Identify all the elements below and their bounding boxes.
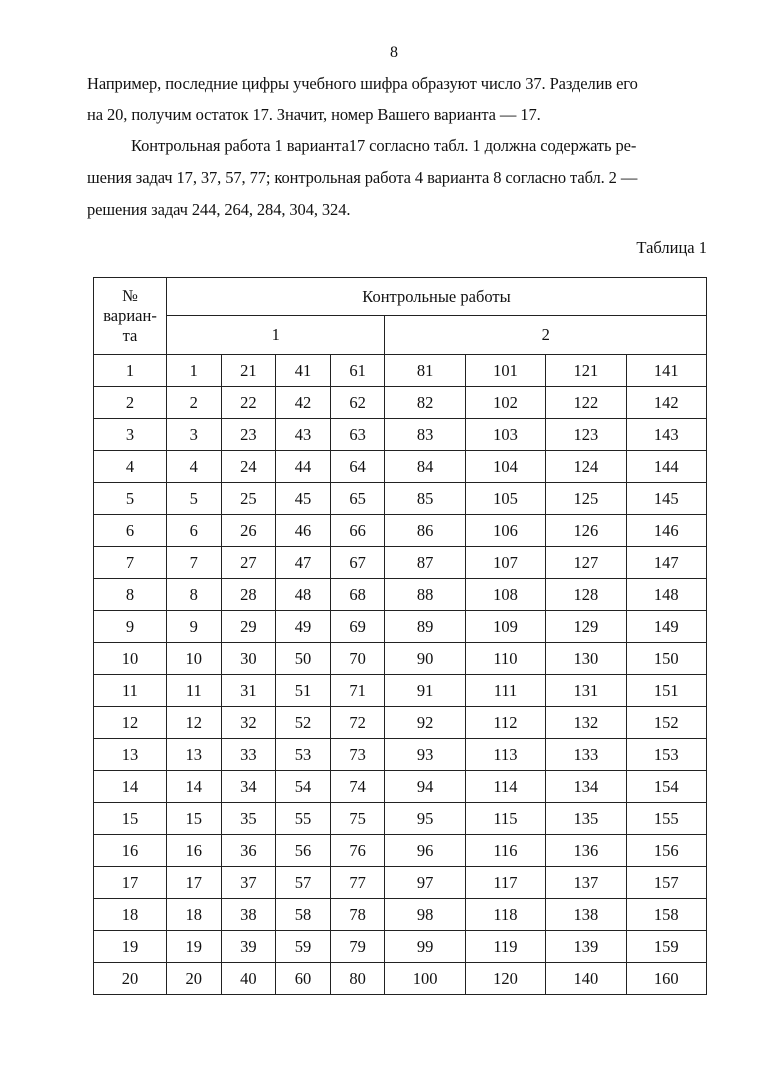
task-number-cell: 53 (276, 739, 331, 771)
task-number-cell: 139 (546, 931, 626, 963)
task-number-cell: 100 (385, 963, 465, 995)
table-row (94, 387, 707, 419)
task-number-cell: 106 (465, 515, 545, 547)
task-number-cell: 42 (276, 387, 331, 419)
paragraph-line: Контрольная работа 1 варианта17 согласно табл. 1 должна содержать ре- (131, 136, 637, 155)
task-number-cell: 7 (167, 547, 222, 579)
task-number-cell: 132 (546, 707, 626, 739)
task-number-cell: 59 (276, 931, 331, 963)
variant-header-line: та (122, 326, 138, 345)
task-number-cell: 2 (167, 387, 222, 419)
table-row (94, 419, 707, 451)
task-number-cell: 36 (221, 835, 276, 867)
variant-header-line: № (122, 286, 138, 305)
task-number-cell: 130 (546, 643, 626, 675)
task-number-cell: 10 (167, 643, 222, 675)
task-number-cell: 145 (626, 483, 706, 515)
task-number-cell: 140 (546, 963, 626, 995)
task-number-cell: 136 (546, 835, 626, 867)
task-number-cell: 45 (276, 483, 331, 515)
task-number-cell: 92 (385, 707, 465, 739)
task-number-cell: 86 (385, 515, 465, 547)
task-number-cell: 142 (626, 387, 706, 419)
task-number-cell: 39 (221, 931, 276, 963)
task-number-cell: 78 (330, 899, 385, 931)
task-number-cell: 159 (626, 931, 706, 963)
task-number-cell: 17 (167, 867, 222, 899)
task-number-cell: 80 (330, 963, 385, 995)
paragraph-line: шения задач 17, 37, 57, 77; контрольная работа 4 варианта 8 согласно табл. 2 — (87, 168, 638, 187)
task-number-cell: 156 (626, 835, 706, 867)
task-number-cell: 72 (330, 707, 385, 739)
task-number-cell: 126 (546, 515, 626, 547)
table-row (94, 579, 707, 611)
task-number-cell: 25 (221, 483, 276, 515)
task-number-cell: 31 (221, 675, 276, 707)
task-number-cell: 109 (465, 611, 545, 643)
task-number-cell: 60 (276, 963, 331, 995)
task-number-cell: 85 (385, 483, 465, 515)
variant-header (94, 278, 167, 355)
task-number-cell: 151 (626, 675, 706, 707)
table-row (94, 611, 707, 643)
task-number-cell: 94 (385, 771, 465, 803)
task-number-cell: 143 (626, 419, 706, 451)
variant-number-cell: 6 (94, 515, 167, 547)
task-number-cell: 81 (385, 355, 465, 387)
task-number-cell: 150 (626, 643, 706, 675)
variant-number-cell: 1 (94, 355, 167, 387)
task-number-cell: 14 (167, 771, 222, 803)
task-number-cell: 41 (276, 355, 331, 387)
task-number-cell: 102 (465, 387, 545, 419)
task-number-cell: 33 (221, 739, 276, 771)
task-number-cell: 70 (330, 643, 385, 675)
subgroup-header: 2 (385, 316, 707, 355)
task-number-cell: 82 (385, 387, 465, 419)
variant-number-cell: 18 (94, 899, 167, 931)
table-header-row (94, 278, 707, 316)
task-number-cell: 91 (385, 675, 465, 707)
task-number-cell: 147 (626, 547, 706, 579)
table-row (94, 451, 707, 483)
task-number-cell: 103 (465, 419, 545, 451)
task-number-cell: 119 (465, 931, 545, 963)
task-number-cell: 122 (546, 387, 626, 419)
task-number-cell: 88 (385, 579, 465, 611)
task-number-cell: 134 (546, 771, 626, 803)
variant-header-line: вариан- (103, 306, 157, 325)
task-number-cell: 44 (276, 451, 331, 483)
task-number-cell: 24 (221, 451, 276, 483)
task-number-cell: 69 (330, 611, 385, 643)
variant-number-cell: 13 (94, 739, 167, 771)
task-number-cell: 75 (330, 803, 385, 835)
task-number-cell: 79 (330, 931, 385, 963)
task-number-cell: 18 (167, 899, 222, 931)
task-number-cell: 40 (221, 963, 276, 995)
variant-number-cell: 15 (94, 803, 167, 835)
table-row (94, 803, 707, 835)
variant-number-cell: 2 (94, 387, 167, 419)
group-header: Контрольные работы (167, 278, 707, 316)
task-number-cell: 118 (465, 899, 545, 931)
task-number-cell: 99 (385, 931, 465, 963)
task-number-cell: 28 (221, 579, 276, 611)
task-number-cell: 160 (626, 963, 706, 995)
variant-number-cell: 12 (94, 707, 167, 739)
task-number-cell: 117 (465, 867, 545, 899)
variants-table (93, 277, 707, 995)
task-number-cell: 111 (465, 675, 545, 707)
task-number-cell: 90 (385, 643, 465, 675)
task-number-cell: 138 (546, 899, 626, 931)
variant-number-cell: 20 (94, 963, 167, 995)
task-number-cell: 4 (167, 451, 222, 483)
table-row (94, 643, 707, 675)
task-number-cell: 127 (546, 547, 626, 579)
task-number-cell: 144 (626, 451, 706, 483)
task-number-cell: 83 (385, 419, 465, 451)
task-number-cell: 120 (465, 963, 545, 995)
task-number-cell: 87 (385, 547, 465, 579)
task-number-cell: 65 (330, 483, 385, 515)
task-number-cell: 68 (330, 579, 385, 611)
task-number-cell: 101 (465, 355, 545, 387)
task-number-cell: 98 (385, 899, 465, 931)
task-number-cell: 155 (626, 803, 706, 835)
table-row (94, 739, 707, 771)
paragraph-line: решения задач 244, 264, 284, 304, 324. (87, 200, 351, 219)
task-number-cell: 8 (167, 579, 222, 611)
task-number-cell: 62 (330, 387, 385, 419)
variant-number-cell: 9 (94, 611, 167, 643)
variant-number-cell: 11 (94, 675, 167, 707)
variant-number-cell: 5 (94, 483, 167, 515)
task-number-cell: 71 (330, 675, 385, 707)
task-number-cell: 16 (167, 835, 222, 867)
variant-number-cell: 14 (94, 771, 167, 803)
task-number-cell: 55 (276, 803, 331, 835)
table-row (94, 355, 707, 387)
task-number-cell: 158 (626, 899, 706, 931)
task-number-cell: 154 (626, 771, 706, 803)
task-number-cell: 58 (276, 899, 331, 931)
task-number-cell: 110 (465, 643, 545, 675)
task-number-cell: 124 (546, 451, 626, 483)
task-number-cell: 128 (546, 579, 626, 611)
task-number-cell: 105 (465, 483, 545, 515)
task-number-cell: 56 (276, 835, 331, 867)
task-number-cell: 97 (385, 867, 465, 899)
task-number-cell: 54 (276, 771, 331, 803)
task-number-cell: 135 (546, 803, 626, 835)
task-number-cell: 76 (330, 835, 385, 867)
task-number-cell: 96 (385, 835, 465, 867)
task-number-cell: 121 (546, 355, 626, 387)
task-number-cell: 29 (221, 611, 276, 643)
task-number-cell: 146 (626, 515, 706, 547)
task-number-cell: 63 (330, 419, 385, 451)
task-number-cell: 137 (546, 867, 626, 899)
task-number-cell: 47 (276, 547, 331, 579)
task-number-cell: 123 (546, 419, 626, 451)
task-number-cell: 43 (276, 419, 331, 451)
table-subheader-row (94, 316, 707, 355)
task-number-cell: 95 (385, 803, 465, 835)
task-number-cell: 77 (330, 867, 385, 899)
task-number-cell: 114 (465, 771, 545, 803)
task-number-cell: 15 (167, 803, 222, 835)
variant-number-cell: 7 (94, 547, 167, 579)
variant-number-cell: 19 (94, 931, 167, 963)
page-number: 8 (390, 44, 398, 61)
task-number-cell: 20 (167, 963, 222, 995)
variant-number-cell: 3 (94, 419, 167, 451)
task-number-cell: 157 (626, 867, 706, 899)
task-number-cell: 66 (330, 515, 385, 547)
table-row (94, 899, 707, 931)
task-number-cell: 6 (167, 515, 222, 547)
task-number-cell: 12 (167, 707, 222, 739)
task-number-cell: 129 (546, 611, 626, 643)
table-row (94, 675, 707, 707)
task-number-cell: 1 (167, 355, 222, 387)
task-number-cell: 125 (546, 483, 626, 515)
variant-number-cell: 4 (94, 451, 167, 483)
task-number-cell: 11 (167, 675, 222, 707)
variant-number-cell: 8 (94, 579, 167, 611)
task-number-cell: 89 (385, 611, 465, 643)
task-number-cell: 19 (167, 931, 222, 963)
table-row (94, 707, 707, 739)
task-number-cell: 34 (221, 771, 276, 803)
task-number-cell: 57 (276, 867, 331, 899)
table-row (94, 483, 707, 515)
task-number-cell: 27 (221, 547, 276, 579)
task-number-cell: 3 (167, 419, 222, 451)
task-number-cell: 153 (626, 739, 706, 771)
task-number-cell: 51 (276, 675, 331, 707)
table-row (94, 835, 707, 867)
task-number-cell: 141 (626, 355, 706, 387)
paragraph-line: Например, последние цифры учебного шифра образуют число 37. Разделив его (87, 74, 638, 93)
paragraph-line: на 20, получим остаток 17. Значит, номер Вашего варианта — 17. (87, 105, 541, 124)
task-number-cell: 26 (221, 515, 276, 547)
task-number-cell: 23 (221, 419, 276, 451)
task-number-cell: 37 (221, 867, 276, 899)
task-number-cell: 9 (167, 611, 222, 643)
table-row (94, 515, 707, 547)
task-number-cell: 107 (465, 547, 545, 579)
task-number-cell: 104 (465, 451, 545, 483)
task-number-cell: 35 (221, 803, 276, 835)
task-number-cell: 52 (276, 707, 331, 739)
task-number-cell: 131 (546, 675, 626, 707)
task-number-cell: 73 (330, 739, 385, 771)
task-number-cell: 13 (167, 739, 222, 771)
task-number-cell: 93 (385, 739, 465, 771)
task-number-cell: 64 (330, 451, 385, 483)
table-row (94, 771, 707, 803)
task-number-cell: 74 (330, 771, 385, 803)
task-number-cell: 22 (221, 387, 276, 419)
table-caption: Таблица 1 (636, 238, 707, 257)
task-number-cell: 112 (465, 707, 545, 739)
task-number-cell: 21 (221, 355, 276, 387)
task-number-cell: 61 (330, 355, 385, 387)
table-row (94, 931, 707, 963)
task-number-cell: 67 (330, 547, 385, 579)
task-number-cell: 49 (276, 611, 331, 643)
task-number-cell: 50 (276, 643, 331, 675)
task-number-cell: 149 (626, 611, 706, 643)
task-number-cell: 148 (626, 579, 706, 611)
task-number-cell: 115 (465, 803, 545, 835)
variant-number-cell: 16 (94, 835, 167, 867)
task-number-cell: 84 (385, 451, 465, 483)
table-row (94, 547, 707, 579)
variant-number-cell: 10 (94, 643, 167, 675)
task-number-cell: 38 (221, 899, 276, 931)
task-number-cell: 152 (626, 707, 706, 739)
table-row (94, 963, 707, 995)
task-number-cell: 133 (546, 739, 626, 771)
task-number-cell: 108 (465, 579, 545, 611)
table-row (94, 867, 707, 899)
variant-number-cell: 17 (94, 867, 167, 899)
task-number-cell: 46 (276, 515, 331, 547)
task-number-cell: 48 (276, 579, 331, 611)
task-number-cell: 116 (465, 835, 545, 867)
task-number-cell: 30 (221, 643, 276, 675)
task-number-cell: 113 (465, 739, 545, 771)
task-number-cell: 32 (221, 707, 276, 739)
task-number-cell: 5 (167, 483, 222, 515)
subgroup-header: 1 (167, 316, 385, 355)
